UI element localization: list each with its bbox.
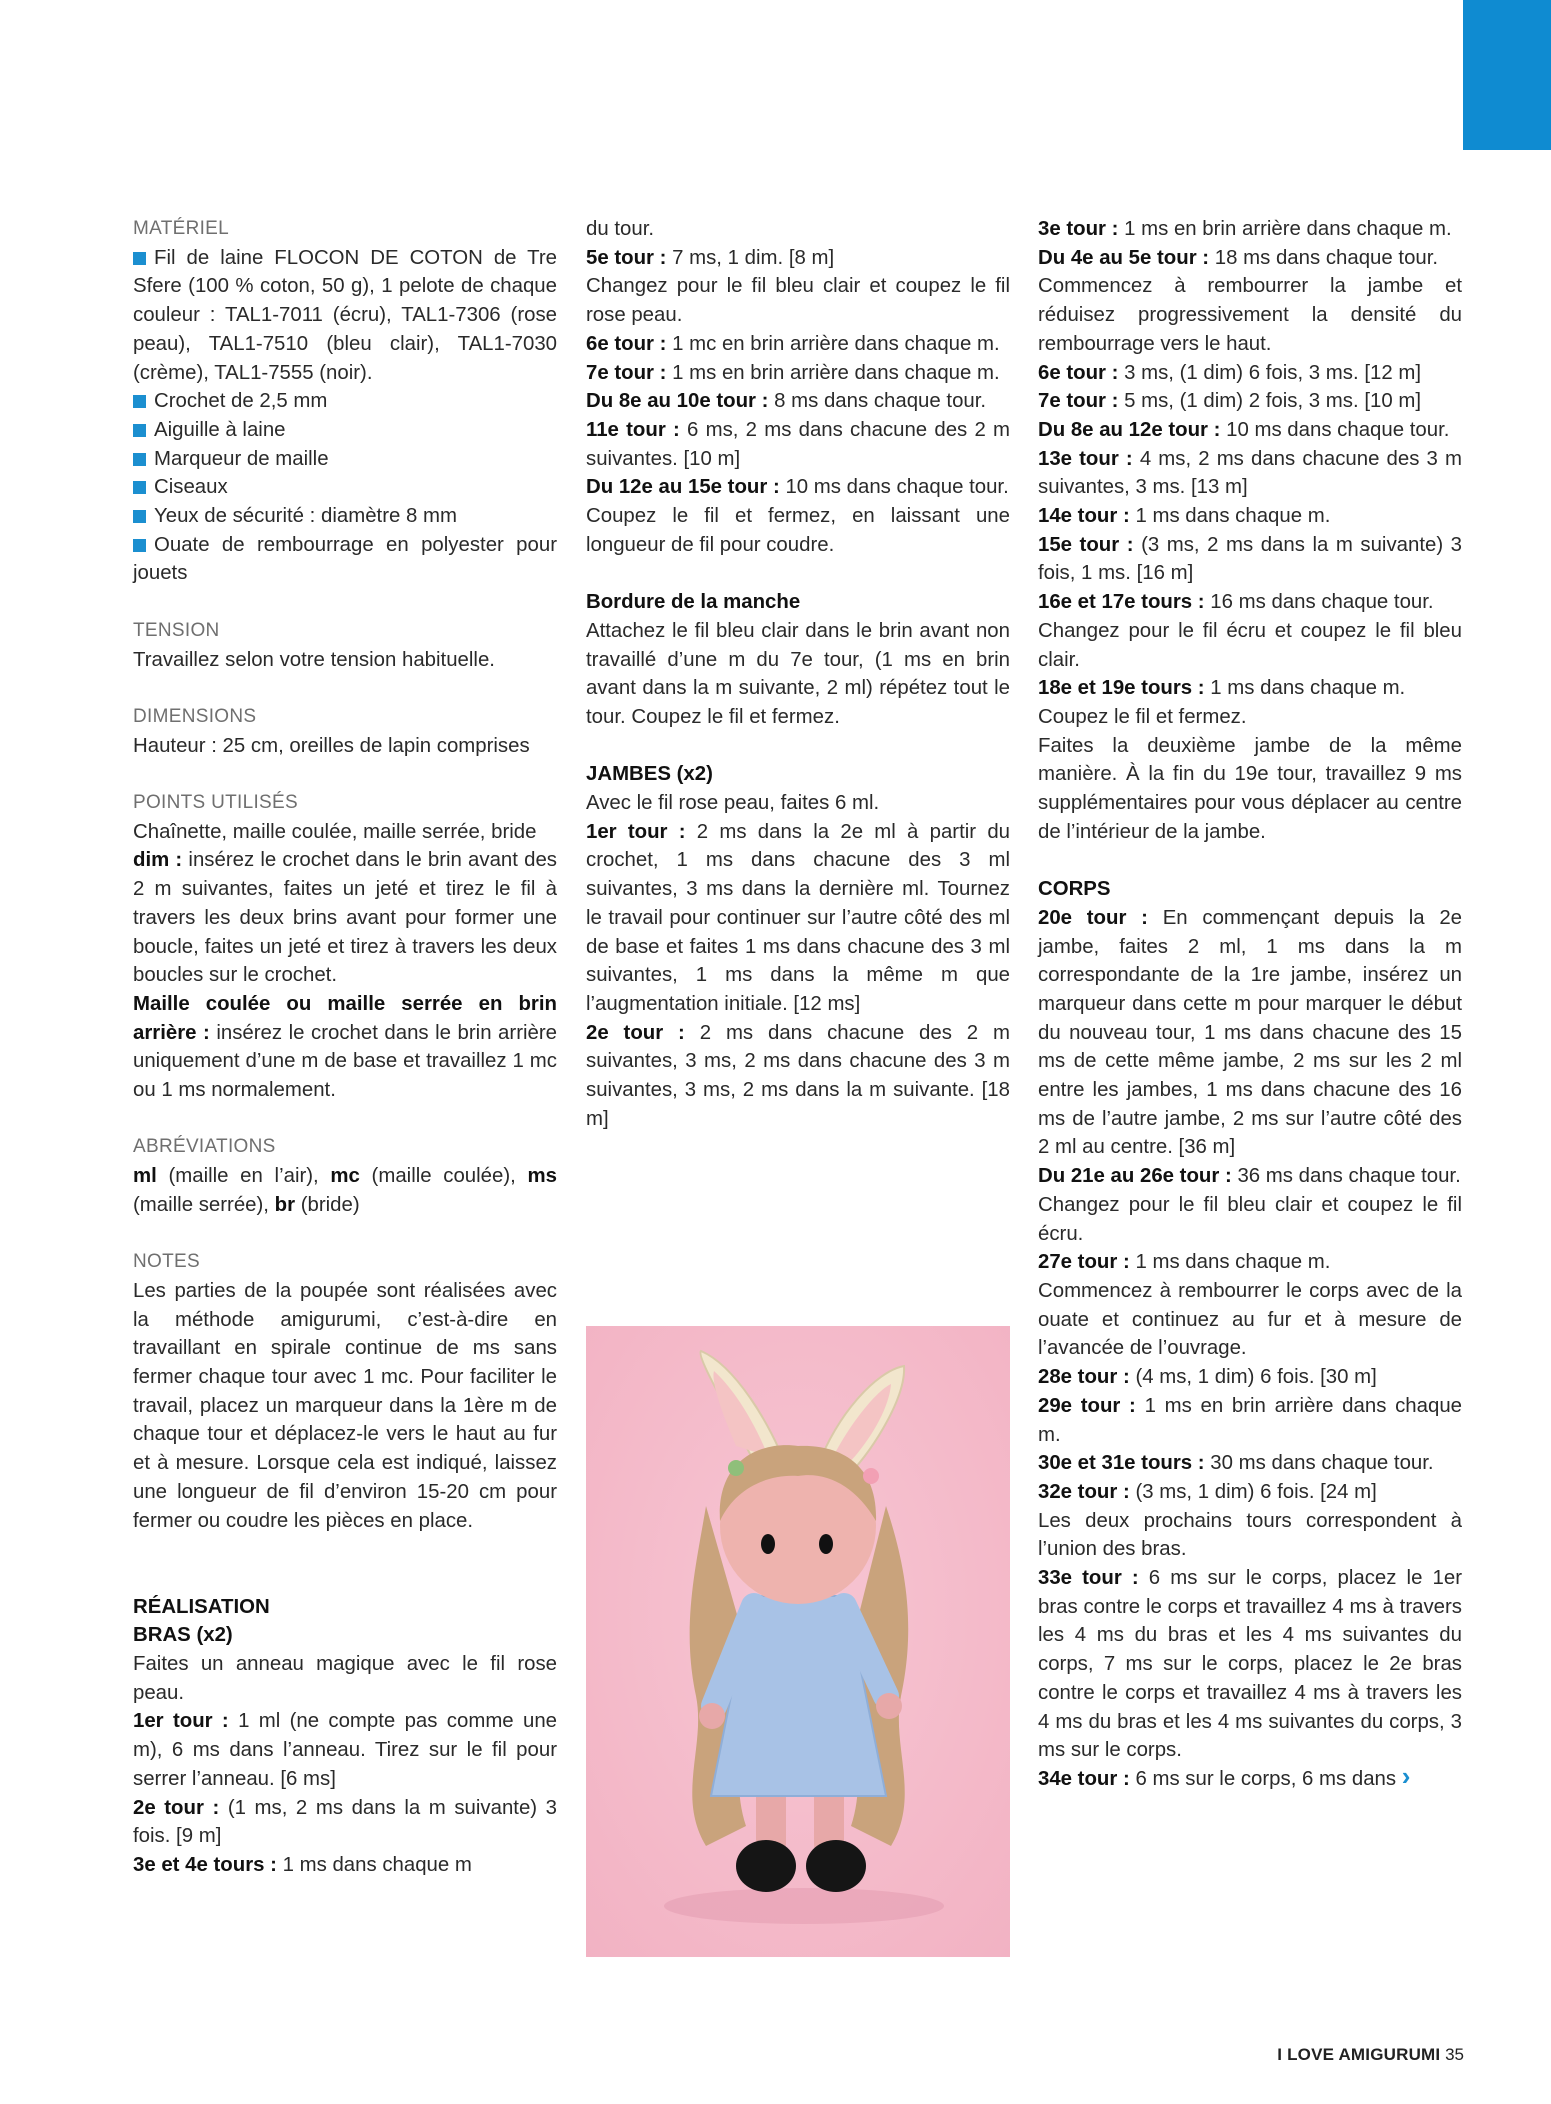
pattern-row: 11e tour : 6 ms, 2 ms dans chacune des 2 m suivantes. [10 m] <box>586 418 1011 470</box>
tension-text: Travaillez selon votre tension habituelle. <box>133 648 495 671</box>
bullet-square-icon <box>133 510 146 523</box>
pattern-row: 1er tour : 1 ml (ne compte pas comme une m), 6 ms dans l’anneau. Tirez sur le fil pour serrer l’anneau. [6 ms] <box>133 1710 558 1790</box>
abreviations-text: ml (maille en l’air), mc (maille coulée), ms (maille serrée), br (bride) <box>133 1165 557 1216</box>
shoe-right <box>806 1840 866 1892</box>
doll-shadow <box>664 1888 944 1924</box>
dimensions-heading: DIMENSIONS <box>133 705 257 727</box>
points-heading: POINTS UTILISÉS <box>133 792 298 814</box>
materiel-item: Crochet de 2,5 mm <box>133 387 557 416</box>
pattern-row: 7e tour : 5 ms, (1 dim) 2 fois, 3 ms. [10 m] <box>1038 390 1421 413</box>
column-3 <box>1038 215 1462 1794</box>
pattern-row: 15e tour : (3 ms, 2 ms dans la m suivante) 3 fois, 1 ms. [16 m] <box>1038 533 1463 585</box>
pattern-row: Du 12e au 15e tour : 10 ms dans chaque tour. <box>586 476 1009 499</box>
bullet-square-icon <box>133 453 146 466</box>
pattern-row: 3e tour : 1 ms en brin arrière dans chaque m. <box>1038 218 1452 240</box>
instruction-text: Commencez à rembourrer le corps avec de la ouate et continuez au fur et à mesure de l’avancée de l’ouvrage. <box>1038 1280 1462 1360</box>
instruction-text: Changez pour le fil bleu clair et coupez le fil rose peau. <box>586 275 1010 327</box>
pattern-row: 28e tour : (4 ms, 1 dim) 6 fois. [30 m] <box>1038 1366 1377 1389</box>
pattern-row: 18e et 19e tours : 1 ms dans chaque m. <box>1038 677 1406 700</box>
pattern-row: 2e tour : 2 ms dans chacune des 2 m suivantes, 3 ms, 2 ms dans chacune des 3 m suivantes, 3 ms, 2 ms dans la m suivante. [18 m] <box>586 1021 1010 1130</box>
abreviations-heading: ABRÉVIATIONS <box>133 1136 276 1158</box>
pattern-row: 16e et 17e tours : 16 ms dans chaque tour. <box>1038 591 1434 614</box>
bras-heading: BRAS (x2) <box>133 1624 233 1647</box>
pattern-row: 20e tour : En commençant depuis la 2e jambe, faites 2 ml, 1 ms dans la m correspondante de la 1re jambe, insérez un marqueur dans cette m pour marquer le début du nouveau tour, 1 ms dans chacune des 15 ms de cette même jambe, 2 ms sur les 2 ml entre les jambes, 1 ms dans chacune des 16 ms de l’autre jambe, 2 ms sur l’autre côté des 2 ml au centre. [36 m] <box>1038 906 1463 1159</box>
instruction-text: Les deux prochains tours correspondent à l’union des bras. <box>1038 1509 1462 1561</box>
pattern-row: Du 4e au 5e tour : 18 ms dans chaque tour. <box>1038 246 1439 269</box>
pattern-row: 30e et 31e tours : 30 ms dans chaque tour. <box>1038 1452 1434 1475</box>
doll-photo <box>586 1326 1010 1957</box>
bordure-text: Attachez le fil bleu clair dans le brin avant non travaillé d’une m du 7e tour, (1 ms en brin avant dans la m suivante, 2 ml) répétez tout le tour. Coupez le fil et fermez. <box>586 619 1010 728</box>
flower-right <box>863 1468 879 1484</box>
pattern-row-continued: 34e tour : 6 ms sur le corps, 6 ms dans › <box>1038 1760 1411 1791</box>
pattern-row: 27e tour : 1 ms dans chaque m. <box>1038 1251 1331 1274</box>
bullet-square-icon <box>133 252 146 265</box>
pattern-row: 6e tour : 1 mc en brin arrière dans chaque m. <box>586 332 1000 355</box>
instruction-text: Changez pour le fil écru et coupez le fil bleu clair. <box>1038 619 1462 671</box>
column-2 <box>586 215 1010 1133</box>
materiel-item: Ouate de rembourrage en polyester pour jouets <box>133 533 557 585</box>
continuation-text: du tour. <box>586 218 655 240</box>
pattern-row: Du 8e au 12e tour : 10 ms dans chaque tour. <box>1038 418 1450 441</box>
shoe-left <box>736 1840 796 1892</box>
materiel-item: Marqueur de maille <box>133 445 557 474</box>
pattern-row: 1er tour : 2 ms dans la 2e ml à partir du crochet, 1 ms dans chacune des 3 ml suivantes, 3 ms dans la dernière ml. Tournez le travail pour continuer sur l’autre côté des ml de base et faites 1 ms dans chacune des 3 ml suivantes, 1 ms dans la même m que l’augmentation initiale. [12 ms] <box>586 820 1010 1015</box>
instruction-text: Commencez à rembourrer la jambe et réduisez progressivement la densité du rembourrage vers le haut. <box>1038 275 1462 355</box>
pattern-row: 29e tour : 1 ms en brin arrière dans chaque m. <box>1038 1394 1462 1446</box>
dimensions-text: Hauteur : 25 cm, oreilles de lapin comprises <box>133 734 530 757</box>
materiel-item: Yeux de sécurité : diamètre 8 mm <box>133 502 557 531</box>
bullet-square-icon <box>133 424 146 437</box>
bras-intro: Faites un anneau magique avec le fil rose peau. <box>133 1653 557 1704</box>
pattern-row: 5e tour : 7 ms, 1 dim. [8 m] <box>586 246 835 269</box>
notes-heading: NOTES <box>133 1251 200 1273</box>
corps-heading: CORPS <box>1038 878 1111 901</box>
jambes-heading: JAMBES (x2) <box>586 763 713 786</box>
pattern-row: 2e tour : (1 ms, 2 ms dans la m suivante) 3 fois. [9 m] <box>133 1796 558 1848</box>
mc-definition: Maille coulée ou maille serrée en brin arrière : insérez le crochet dans le brin arrière uniquement d’une m de base et travaillez 1 mc ou 1 ms normalement. <box>133 992 557 1102</box>
materiel-heading: MATÉRIEL <box>133 218 230 239</box>
eye-left <box>761 1534 775 1554</box>
column-1 <box>133 215 557 1880</box>
flower-left <box>728 1460 744 1476</box>
pattern-row: 33e tour : 6 ms sur le corps, placez le 1er bras contre le corps et travaillez 4 ms à travers les 4 ms du bras et les 4 ms suivantes du corps, 7 ms sur le corps, placez le 2e bras contre le corps et travaillez 4 ms à travers les 4 ms du bras et les 4 ms suivantes du corps, 3 ms sur le corps. <box>1038 1567 1463 1762</box>
materiel-item: Aiguille à laine <box>133 416 557 445</box>
notes-text: Les parties de la poupée sont réalisées avec la méthode amigurumi, c’est-à-dire en travaillant en spirale continue de ms sans fermer chaque tour avec 1 mc. Pour faciliter le travail, placez un marqueur dans la 1ère m de chaque tour et déplacez-le vers le haut au fur et à mesure. Lorsque cela est indiqué, laissez une longueur de fil d’environ 15-20 cm pour fermer ou coudre les pièces en place. <box>133 1279 557 1532</box>
bullet-square-icon <box>133 395 146 408</box>
pattern-row: 6e tour : 3 ms, (1 dim) 6 fois, 3 ms. [12 m] <box>1038 361 1421 384</box>
instruction-text: Faites la deuxième jambe de la même manière. À la fin du 19e tour, travaillez 9 ms supplémentaires pour vous déplacer au centre de l’intérieur de la jambe. <box>1038 734 1462 843</box>
materiel-item: Ciseaux <box>133 473 557 502</box>
pattern-row: 7e tour : 1 ms en brin arrière dans chaque m. <box>586 361 1000 384</box>
eye-right <box>819 1534 833 1554</box>
pattern-row: 3e et 4e tours : 1 ms dans chaque m <box>133 1853 472 1876</box>
instruction-text: Coupez le fil et fermez. <box>1038 705 1247 728</box>
points-text: Chaînette, maille coulée, maille serrée, bride <box>133 820 537 843</box>
hand-right <box>876 1693 902 1719</box>
tension-heading: TENSION <box>133 619 220 641</box>
pattern-row: 14e tour : 1 ms dans chaque m. <box>1038 505 1331 528</box>
bullet-square-icon <box>133 539 146 552</box>
materiel-item: Fil de laine FLOCON DE COTON de Tre Sfere (100 % coton, 50 g), 1 pelote de chaque couleur : TAL1-7011 (écru), TAL1-7306 (rose peau), TAL1-7510 (bleu clair), TAL1-7030 (crème), TAL1-7555 (noir). <box>133 246 557 384</box>
jambes-intro: Avec le fil rose peau, faites 6 ml. <box>586 792 880 815</box>
page-number: 35 <box>1445 2045 1464 2064</box>
pattern-row: Du 21e au 26e tour : 36 ms dans chaque tour. <box>1038 1165 1461 1188</box>
magazine-title: I LOVE AMIGURUMI <box>1277 2045 1441 2064</box>
pattern-row: 32e tour : (3 ms, 1 dim) 6 fois. [24 m] <box>1038 1480 1377 1503</box>
instruction-text: Coupez le fil et fermez, en laissant une longueur de fil pour coudre. <box>586 505 1010 556</box>
hand-left <box>699 1703 725 1729</box>
realisation-heading: RÉALISATION <box>133 1595 270 1618</box>
instruction-text: Changez pour le fil bleu clair et coupez le fil écru. <box>1038 1193 1462 1245</box>
bordure-heading: Bordure de la manche <box>586 591 801 614</box>
pattern-row: Du 8e au 10e tour : 8 ms dans chaque tour. <box>586 390 987 413</box>
section-tab <box>1463 0 1551 150</box>
continue-arrow-icon: › <box>1401 1760 1411 1791</box>
page-footer <box>1277 2045 1464 2065</box>
pattern-row: 13e tour : 4 ms, 2 ms dans chacune des 3 m suivantes, 3 ms. [13 m] <box>1038 447 1462 499</box>
bullet-square-icon <box>133 481 146 494</box>
dim-definition: dim : insérez le crochet dans le brin avant des 2 m suivantes, faites un jeté et tirez le fil à travers les deux brins avant pour former une boucle, faites un jeté et tirez à travers les deux boucles sur le crochet. <box>133 849 557 987</box>
